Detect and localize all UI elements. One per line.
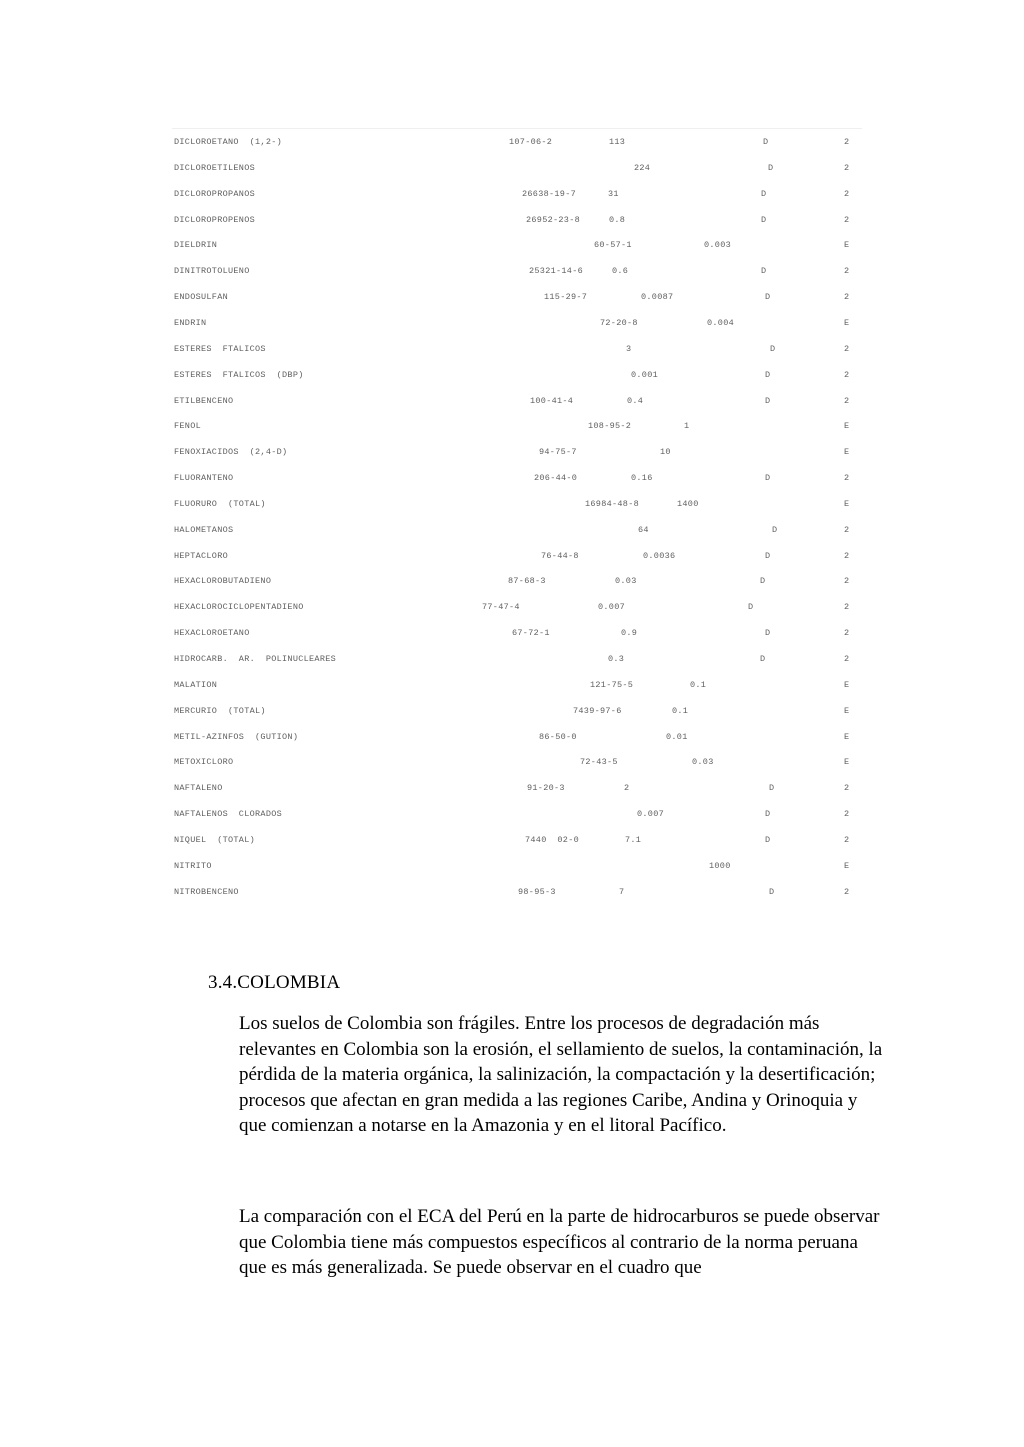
cas-number: 77-47-4 (482, 602, 520, 613)
substance-name: HEXACLOROCICLOPENTADIENO (174, 602, 304, 613)
code-letter: D (768, 162, 774, 173)
cas-number: 100-41-4 (530, 395, 574, 406)
substance-name: MERCURIO (TOTAL) (174, 705, 266, 716)
table-row (172, 857, 862, 875)
code-letter: D (772, 524, 778, 535)
substance-name: NITROBENCENO (174, 886, 239, 897)
class-code: 2 (844, 524, 850, 535)
class-code: E (844, 705, 850, 716)
table-row (172, 753, 862, 771)
limit-value: 0.03 (692, 757, 714, 768)
code-letter: D (769, 886, 775, 897)
table-row (172, 495, 862, 513)
class-code: 2 (844, 266, 850, 277)
limit-value: 0.007 (598, 602, 626, 613)
substance-name: NITRITO (174, 860, 212, 871)
limit-value: 0.03 (615, 576, 637, 587)
class-code: E (844, 498, 850, 509)
substance-name: HEPTACLORO (174, 550, 229, 561)
limit-value: 64 (638, 524, 649, 535)
table-row (172, 624, 862, 642)
limit-value: 0.4 (627, 395, 644, 406)
substance-name: HEXACLOROETANO (174, 628, 250, 639)
cas-number: 60-57-1 (594, 240, 632, 251)
code-letter: D (765, 834, 771, 845)
table-row (172, 392, 862, 410)
limit-value: 31 (608, 188, 619, 199)
class-code: 2 (844, 369, 850, 380)
table-row (172, 366, 862, 384)
limit-value: 0.1 (672, 705, 689, 716)
limit-value: 7.1 (625, 834, 642, 845)
paragraph-comparison: La comparación con el ECA del Perú en la parte de hidrocarburos se puede observar que Colombia tiene más compuestos específicos al contrario de la norma peruana que es más generalizada. Se puede observar en el cuadro que (239, 1206, 880, 1279)
chemical-limits-table (172, 128, 862, 899)
cas-number: 7439-97-6 (573, 705, 622, 716)
substance-name: ETILBENCENO (174, 395, 234, 406)
class-code: 2 (844, 834, 850, 845)
class-code: 2 (844, 292, 850, 303)
class-code: E (844, 860, 850, 871)
table-row (172, 133, 862, 151)
substance-name: DICLOROETILENOS (174, 162, 256, 173)
class-code: 2 (844, 162, 850, 173)
class-code: E (844, 317, 850, 328)
class-code: 2 (844, 809, 850, 820)
substance-name: FLUORURO (TOTAL) (174, 498, 266, 509)
substance-name: ESTERES FTALICOS (DBP) (174, 369, 304, 380)
cas-number: 115-29-7 (544, 292, 588, 303)
substance-name: FENOL (174, 421, 202, 432)
table-row (172, 521, 862, 539)
limit-value: 1400 (677, 498, 699, 509)
table-row (172, 805, 862, 823)
substance-name: METOXICLORO (174, 757, 234, 768)
table-row (172, 883, 862, 901)
code-letter: D (761, 188, 767, 199)
substance-name: DIELDRIN (174, 240, 218, 251)
cas-number: 26638-19-7 (522, 188, 577, 199)
class-code: E (844, 421, 850, 432)
cas-number: 26952-23-8 (526, 214, 581, 225)
section-heading: 3.4.COLOMBIA (208, 972, 341, 993)
limit-value: 0.0087 (641, 292, 674, 303)
limit-value: 0.8 (609, 214, 626, 225)
table-row (172, 211, 862, 229)
code-letter: D (765, 473, 771, 484)
limit-value: 113 (609, 137, 626, 147)
class-code: 2 (844, 395, 850, 406)
table-row (172, 236, 862, 254)
cas-number: 67-72-1 (512, 628, 550, 639)
cas-number: 107-06-2 (509, 137, 553, 147)
code-letter: D (765, 628, 771, 639)
limit-value: 1000 (709, 860, 731, 871)
code-letter: D (761, 266, 767, 277)
limit-value: 0.1 (690, 679, 707, 690)
table-row (172, 702, 862, 720)
table-row (172, 676, 862, 694)
table-row (172, 598, 862, 616)
class-code: 2 (844, 886, 850, 897)
table-row (172, 443, 862, 461)
substance-name: ESTERES FTALICOS (174, 343, 266, 354)
class-code: 2 (844, 576, 850, 587)
code-letter: D (765, 369, 771, 380)
table-row (172, 650, 862, 668)
code-letter: D (760, 576, 766, 587)
cas-number: 94-75-7 (539, 447, 577, 458)
class-code: 2 (844, 473, 850, 484)
limit-value: 0.001 (631, 369, 659, 380)
substance-name: FENOXIACIDOS (2,4-D) (174, 447, 288, 458)
table-row (172, 572, 862, 590)
code-letter: D (761, 214, 767, 225)
limit-value: 0.9 (621, 628, 638, 639)
class-code: 2 (844, 188, 850, 199)
substance-name: DICLOROPROPANOS (174, 188, 256, 199)
class-code: 2 (844, 214, 850, 225)
table-row (172, 417, 862, 435)
table-row (172, 159, 862, 177)
table-row (172, 779, 862, 797)
limit-value: 0.003 (704, 240, 732, 251)
table-row (172, 340, 862, 358)
limit-value: 0.0036 (643, 550, 676, 561)
code-letter: D (770, 343, 776, 354)
substance-name: DICLOROETANO (1,2-) (174, 137, 283, 147)
limit-value: 7 (619, 886, 625, 897)
cas-number: 98-95-3 (518, 886, 556, 897)
cas-number: 72-20-8 (600, 317, 638, 328)
cas-number: 206-44-0 (534, 473, 578, 484)
substance-name: NAFTALENO (174, 783, 223, 794)
limit-value: 3 (626, 343, 632, 354)
class-code: E (844, 757, 850, 768)
limit-value: 0.004 (707, 317, 735, 328)
limit-value: 1 (684, 421, 690, 432)
class-code: 2 (844, 137, 850, 147)
code-letter: D (765, 292, 771, 303)
limit-value: 224 (634, 162, 651, 173)
substance-name: NIQUEL (TOTAL) (174, 834, 256, 845)
cas-number: 25321-14-6 (529, 266, 584, 277)
cas-number: 7440 02-0 (525, 834, 580, 845)
code-letter: D (748, 602, 754, 613)
table-row (172, 288, 862, 306)
cas-number: 108-95-2 (588, 421, 632, 432)
limit-value: 2 (624, 783, 630, 794)
code-letter: D (763, 137, 769, 147)
substance-name: DINITROTOLUENO (174, 266, 250, 277)
class-code: 2 (844, 783, 850, 794)
table-row (172, 262, 862, 280)
table-row (172, 831, 862, 849)
class-code: E (844, 679, 850, 690)
class-code: 2 (844, 550, 850, 561)
code-letter: D (769, 783, 775, 794)
table-row (172, 728, 862, 746)
class-code: 2 (844, 602, 850, 613)
table-row (172, 185, 862, 203)
class-code: 2 (844, 343, 850, 354)
table-row (172, 314, 862, 332)
substance-name: ENDOSULFAN (174, 292, 229, 303)
substance-name: HALOMETANOS (174, 524, 234, 535)
class-code: E (844, 731, 850, 742)
class-code: 2 (844, 654, 850, 664)
table-row (172, 469, 862, 487)
substance-name: ENDRIN (174, 317, 207, 328)
limit-value: 0.3 (608, 654, 625, 664)
limit-value: 10 (660, 447, 671, 458)
cas-number: 91-20-3 (527, 783, 565, 794)
code-letter: D (765, 809, 771, 820)
class-code: E (844, 240, 850, 251)
table-row (172, 547, 862, 565)
cas-number: 76-44-8 (541, 550, 579, 561)
substance-name: MALATION (174, 679, 218, 690)
cas-number: 121-75-5 (590, 679, 634, 690)
code-letter: D (765, 395, 771, 406)
substance-name: HIDROCARB. AR. POLINUCLEARES (174, 654, 337, 664)
class-code: E (844, 447, 850, 458)
limit-value: 0.6 (612, 266, 629, 277)
cas-number: 16984-48-8 (585, 498, 640, 509)
cas-number: 72-43-5 (580, 757, 618, 768)
code-letter: D (760, 654, 766, 664)
paragraph-soils: Los suelos de Colombia son frágiles. Entre los procesos de degradación más relevantes en Colombia son la erosión, el sellamiento de suelos, la contaminación, la pérdida de la materia orgánica, la salinización, la compactación y la desertificación; procesos que afectan en gran medida a las regiones Caribe, Andina y Orinoquia y que comienzan a notarse en la Amazonia y en el litoral Pacífico. (239, 1013, 883, 1137)
class-code: 2 (844, 628, 850, 639)
substance-name: FLUORANTENO (174, 473, 234, 484)
code-letter: D (765, 550, 771, 561)
substance-name: NAFTALENOS CLORADOS (174, 809, 283, 820)
limit-value: 0.007 (637, 809, 665, 820)
limit-value: 0.01 (666, 731, 688, 742)
substance-name: DICLOROPROPENOS (174, 214, 256, 225)
limit-value: 0.16 (631, 473, 653, 484)
cas-number: 86-50-0 (539, 731, 577, 742)
substance-name: METIL-AZINFOS (GUTION) (174, 731, 299, 742)
cas-number: 87-68-3 (508, 576, 546, 587)
substance-name: HEXACLOROBUTADIENO (174, 576, 272, 587)
